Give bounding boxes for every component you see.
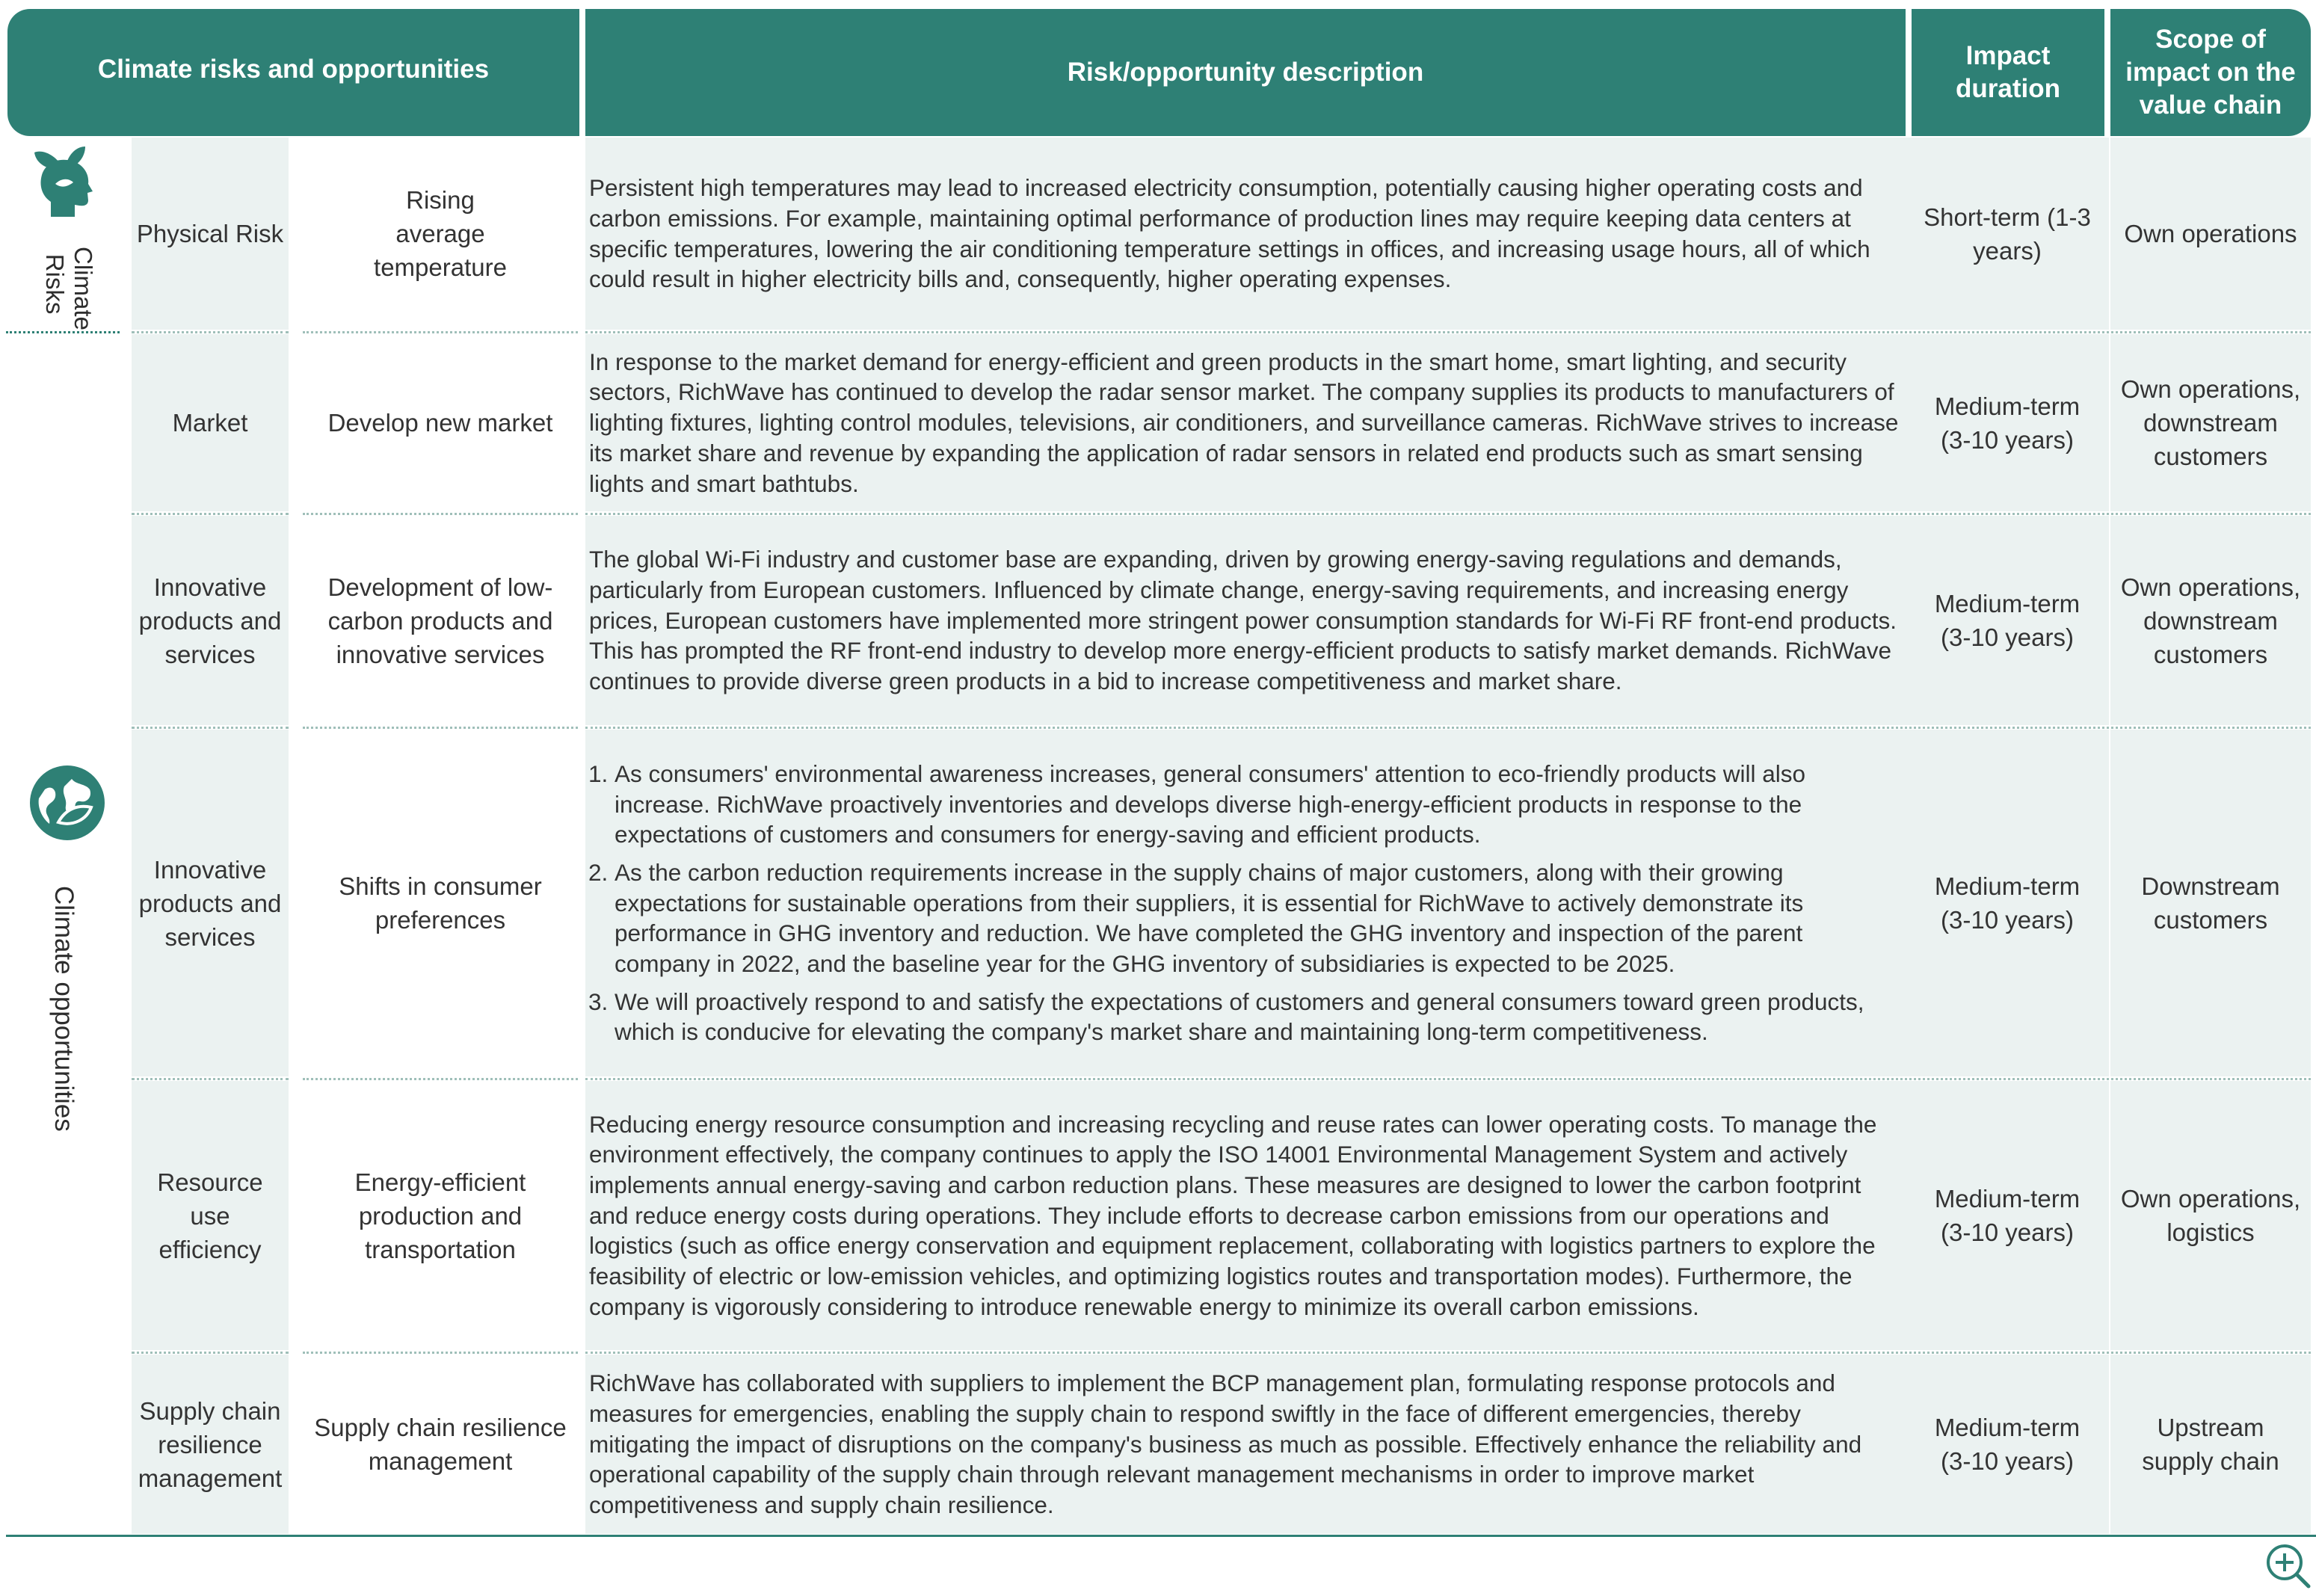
row-scope-text: Own operations, downstream customers [2120,375,2301,470]
row-duration [1906,1355,2109,1534]
row-duration-text: Medium-term (3-10 years) [1934,872,2081,934]
row-duration [1906,730,2109,1076]
header-impact-duration-text: Impact duration [1956,41,2060,103]
row-duration [1906,334,2109,511]
row-divider [132,727,289,729]
row-divider [303,1352,578,1354]
row-scope [2110,516,2311,725]
row-scope [2110,730,2311,1076]
row-scope-text: Downstream customers [2141,872,2280,934]
row-duration-text: Medium-term (3-10 years) [1934,1185,2081,1246]
row-divider [585,1352,2311,1354]
risks-group-divider [6,331,120,333]
row-divider [132,513,289,515]
row-divider [585,513,2311,515]
header-scope [2110,9,2311,136]
row-description [585,1355,1906,1534]
row-divider [585,727,2311,729]
climate-risks-label-text: Climate Risks [41,247,97,330]
row-category [132,334,289,511]
row-item [303,334,578,511]
row-duration-text: Medium-term (3-10 years) [1934,1414,2081,1475]
row-description-text: The global Wi-Fi industry and customer base are expanding, driven by growing energy-saving regulations and demands, particularly from European customers. Influenced by climate change, energy-saving requirements, and increasing energy prices, European customers have implemented more stringent power consumption standards for Wi-Fi RF front-end products. This has prompted the RF front-end industry to develop more energy-efficient products to satisfy market demands. RichWave continues to provide diverse green products in a bid to increase competitiveness and market share. [589,546,1897,695]
row-category [132,1355,289,1534]
row-divider [132,1352,289,1354]
row-duration-text: Medium-term (3-10 years) [1934,392,2081,454]
row-category-text: Supply chain resilience management [138,1396,283,1492]
list-item: 2. As the carbon reduction requirements increase in the supply chains of major customers, along with their growing expectations for sustainable operations from their suppliers, it is essential for RichWave to actively demonstrate its performance in GHG inventory and reduction. We have completed the GHG inventory and inspection of the parent company in 2022, and the baseline year for the GHG inventory of subsidiaries is expected to be 2025. [615,857,1902,979]
row-divider [132,331,289,333]
row-item [303,516,578,725]
header-climate-risks-opportunities: Climate risks and opportunities [7,9,579,136]
row-item-text: Shifts in consumer preferences [339,872,542,934]
row-item [303,1081,578,1350]
row-scope-text: Own operations, logistics [2120,1185,2301,1246]
row-scope-text: Own operations, downstream customers [2120,573,2301,668]
row-divider [585,1078,2311,1080]
row-description-text: Persistent high temperatures may lead to increased electricity consumption, potentially causing higher operating costs and carbon emissions. For example, maintaining optimal performance of production lines may require keeping data centers at specific temperatures, lowering the air conditioning temperature settings in offices, and increasing usage hours, all of which could result in higher electricity bills and, consequently, higher operating expenses. [589,174,1870,293]
row-category [132,138,289,330]
row-item-text: Rising average temperature [374,186,507,281]
row-duration [1906,138,2109,330]
row-category-text: Resource use efficiency [157,1168,263,1263]
row-description-text: In response to the market demand for energy-efficient and green products in the smart home, smart lighting, and security sectors, RichWave has continued to develop the radar sensor market. The company supplies its products to manufacturers of lighting fixtures, lighting control modules, televisions, air conditioners, and surveillance cameras. RichWave strives to increase its market share and revenue by expanding the application of radar sensors in related end products such as smart sensing lights and smart bathtubs. [589,348,1899,497]
row-scope [2110,1081,2311,1350]
row-item-text: Develop new market [327,409,553,437]
row-item-text: Development of low-carbon products and innovative services [327,573,553,668]
row-description [585,138,1906,330]
header-scope-text: Scope of impact on the value chain [2125,25,2296,120]
row-duration [1906,516,2109,725]
header-description: Risk/opportunity description [585,9,1906,136]
climate-opportunities-label-text: Climate opportunities [49,886,78,1132]
row-scope-text: Upstream supply chain [2142,1414,2279,1475]
row-scope-text: Own operations [2124,220,2297,247]
row-divider [303,513,578,515]
header-impact-duration [1912,9,2104,136]
head-leaf-icon [28,145,97,218]
row-scope [2110,1355,2311,1534]
row-description [585,334,1906,511]
row-divider [132,1078,289,1080]
row-duration-text: Short-term (1-3 years) [1924,203,2091,265]
row-description-list [585,730,1906,1076]
row-duration-text: Medium-term (3-10 years) [1934,590,2081,651]
row-item-text: Energy-efficient production and transportation [354,1168,526,1263]
row-description-text: Reducing energy resource consumption and increasing recycling and reuse rates can lower operating costs. To manage the environment effectively, the company continues to apply the ISO 14001 Environmental Management System and actively implements annual energy-saving and carbon reduction plans. These measures are designed to lower the carbon footprint and reduce energy costs during operations. They include efforts to decrease carbon emissions from our operations and logistics (such as office energy conservation and equipment replacement, collaborating with logistics partners to explore the feasibility of electric or low-emission vehicles, and optimizing logistics routes and transportation modes). Furthermore, the company is vigorously considering to introduce renewable energy to minimize its overall carbon emissions. [589,1110,1877,1320]
row-item [303,730,578,1076]
climate-opportunities-label [49,886,78,1132]
row-scope [2110,138,2311,330]
list-item: 3. We will proactively respond to and satisfy the expectations of customers and general consumers toward green products, which is conducive for elevating the company's market share and maintaining long-term competitiveness. [615,987,1902,1047]
list-item: 1. As consumers' environmental awareness increases, general consumers' attention to eco-friendly products will also increase. RichWave proactively inventories and develops diverse high-energy-efficient products in response to the expectations of customers and consumers for energy-saving and efficient products. [615,759,1902,850]
row-divider [303,1078,578,1080]
row-divider [585,331,2311,333]
row-category-text: Market [172,409,248,437]
row-item [303,1355,578,1534]
row-category-text: Physical Risk [136,220,284,247]
row-category [132,1081,289,1350]
climate-risks-label [37,247,97,330]
row-description [585,516,1906,725]
zoom-in-icon[interactable] [2264,1541,2313,1591]
row-category-text: Innovative products and services [138,573,282,668]
row-description [585,1081,1906,1350]
row-item [303,138,578,330]
row-duration [1906,1081,2109,1350]
row-scope [2110,334,2311,511]
row-category [132,730,289,1076]
globe-leaf-icon [28,764,106,842]
row-description-text: RichWave has collaborated with suppliers to implement the BCP management plan, formulating response protocols and measures for emergencies, enabling the supply chain to respond swiftly in the face of different emergencies, thereby mitigating the impact of disruptions on the company's business as much as possible. Effectively enhance the reliability and operational capability of the supply chain through relevant management mechanisms in order to improve market competitiveness and supply chain resilience. [589,1369,1862,1519]
row-item-text: Supply chain resilience management [314,1414,567,1475]
row-category-text: Innovative products and services [138,855,282,951]
description-numbered-list [589,759,1902,1047]
row-divider [303,727,578,729]
table-bottom-rule [6,1535,2316,1537]
row-category [132,516,289,725]
row-divider [303,331,578,333]
